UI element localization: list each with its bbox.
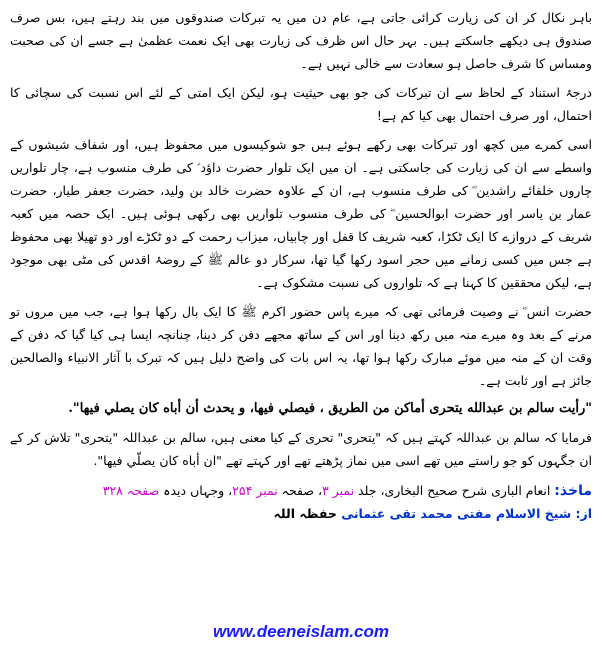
source-volume: نمبر ۳ <box>322 483 355 498</box>
website-link[interactable]: www.deeneislam.com <box>212 622 390 641</box>
arabic-quote: "رأيت سالم بن عبدالله يتحرى أماكن من الطريق ، فيصلي فيها، و يحدث أن أباه كان يصلي فيها". <box>68 401 592 416</box>
author-suffix: حفظہ اللہ <box>273 506 342 521</box>
paragraph-2: درجۂ استناد کے لحاظ سے ان تبرکات کی جو بھی حیثیت ہو، لیکن ایک امتی کے لئے اس نسبت کی سچائی کا احتمال، اور صرف احتمال بھی کیا کم ہے! <box>10 85 592 123</box>
source-line <box>10 480 592 502</box>
source-page: نمبر ۲۵۴ <box>232 483 278 498</box>
source-text-3: ، وجہاں دیدہ <box>159 483 233 498</box>
source-text-2: ، صفحہ <box>277 483 322 498</box>
source-page-2: صفحہ ۳۲۸ <box>102 483 160 498</box>
paragraph-after-quote: فرمایا کہ سالم بن عبداللہ کہتے ہیں کہ "يتحرى" تحری کے کیا معنی ہیں، سالم بن عبداللہ "يتحرى" تلاش کر کے ان جگہوں کو جو راستے میں تھے اسی میں نماز پڑھتے تھے اور کہتے تھے "ان أباه كان يصلّي فيها". <box>10 430 592 468</box>
author-label: از: <box>575 506 592 521</box>
source-text-1: انعام الباری شرح صحیح البخاری، جلد <box>354 483 551 498</box>
paragraph-4: حضرت انس ؓ نے وصیت فرمائی تھی کہ میرے پاس حضور اکرم ﷺ کا ایک بال رکھا ہوا ہے، جب میں مروں تو مرنے کے بعد وہ میرے منہ میں رکھ دینا اور اس کے ساتھ مجھے دفن کر دینا، چنانچہ ایسا ہی کیا گیا کہ دفن کے وقت ان کے منہ میں موئے مبارک رکھا ہوا تھا، یہ اس بات کی واضح دلیل ہیں کہ تبرک با آثار الانبیاء والصالحین جائز ہے اور ثابت ہے۔ <box>10 304 592 388</box>
author-name: شیخ الاسلام مفتی محمد تقی عثمانی <box>341 506 572 521</box>
paragraph-1: باہر نکال کر ان کی زیارت کرائی جاتی ہے، عام دن میں یہ تبرکات صندوقوں میں بند رہتے ہیں، بس صرف صندوق ہی دیکھے جاسکتے ہیں۔ بہر حال اس ظرف کی زیارت بھی ایک نعمت عظمیٰ ہے جسے ان کی صحبت ومساس کا شرف حاصل ہو سعادت سے خالی نہیں ہے۔ <box>10 10 592 71</box>
paragraph-3: اسی کمرے میں کچھ اور تبرکات بھی رکھے ہوئے ہیں جو شوکیسوں میں محفوظ ہیں، اور شفاف شیشوں کے واسطے سے ان کی زیارت کی جاسکتی ہے۔ ان میں ایک تلوار حضرت داؤد ؑ کی طرف منسوب ہے، چار تلواریں چاروں خلفائے راشدین ؓ کی طرف منسوب ہے، ان کے علاوہ حضرت خالد بن ولید، حضرت جعفر طیار، حضرت عمار بن یاسر اور حضرت ابوالحسین ؓ کی طرف منسوب تلواریں بھی رکھی ہوئی ہیں۔ ایک حصہ میں کعبہ شریف کے دروازے کا ایک ٹکڑا، کعبہ شریف کا قفل اور چابیاں، میزاب رحمت کے دو ٹکڑے اور دو تھیلا بھی محفوظ ہے جس میں کسی زمانے میں حجر اسود رکھا گیا تھا، سرکار دو عالم ﷺ کے روضۂ اقدس کی مٹی بھی موجود ہے، لیکن محققین کا کہنا ہے کہ تلواروں کی نسبت مشکوک ہے۔ <box>10 137 592 290</box>
source-label: ماخذ: <box>554 483 592 499</box>
author-line <box>10 502 592 526</box>
